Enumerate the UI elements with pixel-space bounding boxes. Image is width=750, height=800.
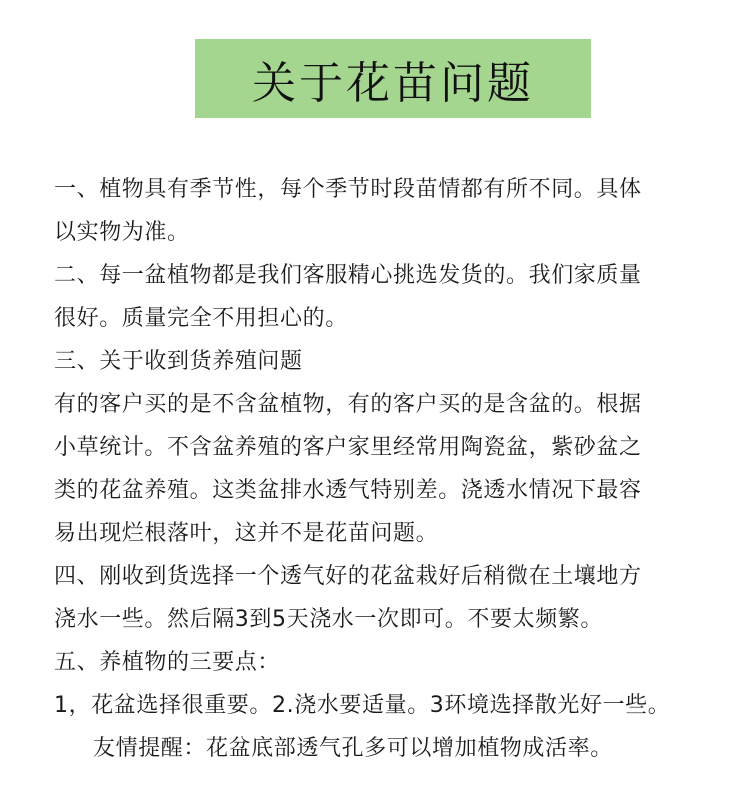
text-line: 易出现烂根落叶，这并不是花苗问题。 [54,521,439,546]
text-line: 浇水一些。然后隔3到5天浇水一次即可。不要太频繁。 [54,607,603,632]
text-line: 二、每一盆植物都是我们客服精心挑选发货的。我们家质量 [54,263,642,288]
title-banner [195,39,591,118]
text-line: 四、刚收到货选择一个透气好的花盆栽好后稍微在土壤地方 [54,564,642,589]
text-line: 很好。质量完全不用担心的。 [54,306,348,331]
friendly-reminder: 友情提醒：花盆底部透气孔多可以增加植物成活率。 [93,736,613,761]
page-title: 关于花苗问题 [252,57,534,109]
notice-body [54,168,744,770]
text-line: 一、植物具有季节性，每个季节时段苗情都有所不同。具体 [54,177,642,202]
text-line: 类的花盆养殖。这类盆排水透气特别差。浇透水情况下最容 [54,478,642,503]
text-line: 小草统计。不含盆养殖的客户家里经常用陶瓷盆，紫砂盆之 [54,435,642,460]
text-line: 三、关于收到货养殖问题 [54,349,303,374]
text-line: 1，花盆选择很重要。2.浇水要适量。3环境选择散光好一些。 [54,693,671,718]
text-line: 五、养植物的三要点： [54,650,281,675]
text-line: 以实物为准。 [54,220,190,245]
text-line: 有的客户买的是不含盆植物，有的客户买的是含盆的。根据 [54,392,642,417]
